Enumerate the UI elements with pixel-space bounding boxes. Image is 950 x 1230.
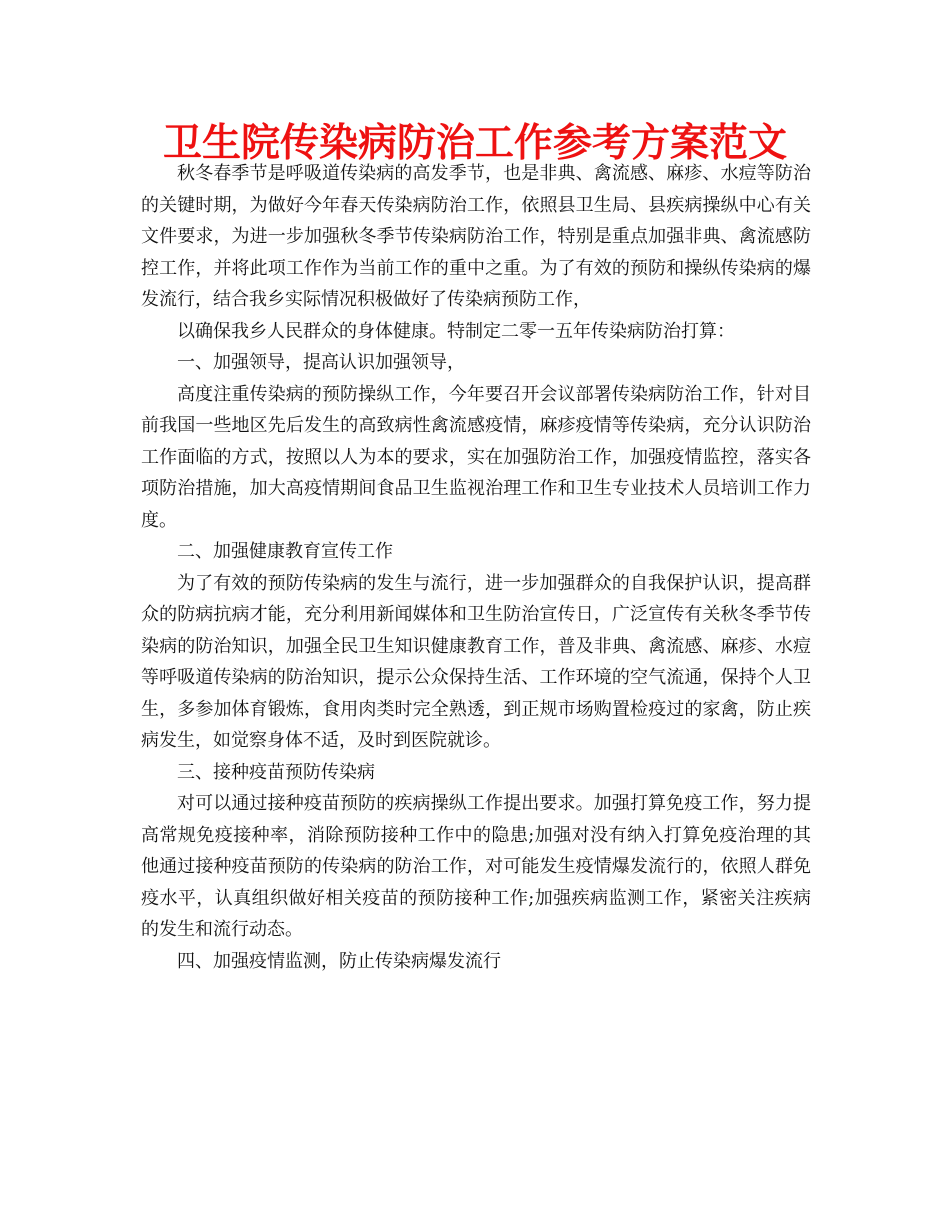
document-body bbox=[141, 158, 811, 977]
section-heading-4: 四、加强疫情监测，防止传染病爆发流行 bbox=[177, 950, 501, 972]
paragraph-section-3: 对可以通过接种疫苗预防的疾病操纵工作提出要求。加强打算免疫工作，努力提高常规免疫接种率，消除预防接种工作中的隐患;加强对没有纳入打算免疫治理的其他通过接种疫苗预防的传染病的防治工作，对可能发生疫情爆发流行的，依照人群免疫水平，认真组织做好相关疫苗的预防接种工作;加强疾病监测工作，紧密关注疾病的发生和流行动态。 bbox=[141, 793, 811, 940]
document-title: 卫生院传染病防治工作参考方案范文 bbox=[162, 121, 787, 166]
section-heading-2: 二、加强健康教育宣传工作 bbox=[177, 541, 393, 562]
section-heading-3: 三、接种疫苗预防传染病 bbox=[177, 761, 375, 783]
paragraph-section-2: 为了有效的预防传染病的发生与流行，进一步加强群众的自我保护认识，提高群众的防病抗病才能，充分利用新闻媒体和卫生防治宣传日，广泛宣传有关秋冬季节传染病的防治知识，加强全民卫生知识健康教育工作，普及非典、禽流感、麻疹、水痘等呼吸道传染病的防治知识，提示公众保持生活、工作环境的空气流通，保持个人卫生，多参加体育锻炼，食用肉类时完全熟透，到正规市场购置检疫过的家禽，防止疾病发生，如觉察身体不适，及时到医院就诊。 bbox=[141, 572, 811, 751]
paragraph-purpose: 以确保我乡人民群众的身体健康。特制定二零一五年传染病防治打算： bbox=[177, 320, 735, 342]
paragraph-intro: 秋冬春季节是呼吸道传染病的高发季节，也是非典、禽流感、麻疹、水痘等防治的关键时期，为做好今年春天传染病防治工作，依照县卫生局、县疾病操纵中心有关文件要求，为进一步加强秋冬季节传染病防治工作，特别是重点加强非典、禽流感防控工作，并将此项工作作为当前工作的重中之重。为了有效的预防和操纵传染病的爆发流行，结合我乡实际情况积极做好了传染病预防工作， bbox=[141, 163, 811, 310]
section-heading-1: 一、加强领导，提高认识加强领导， bbox=[177, 352, 465, 373]
paragraph-section-1: 高度注重传染病的预防操纵工作，今年要召开会议部署传染病防治工作，针对目前我国一些地区先后发生的高致病性禽流感疫情，麻疹疫情等传染病，充分认识防治工作面临的方式，按照以人为本的要求，实在加强防治工作，加强疫情监控，落实各项防治措施，加大高疫情期间食品卫生监视治理工作和卫生专业技术人员培训工作力度。 bbox=[141, 383, 811, 531]
